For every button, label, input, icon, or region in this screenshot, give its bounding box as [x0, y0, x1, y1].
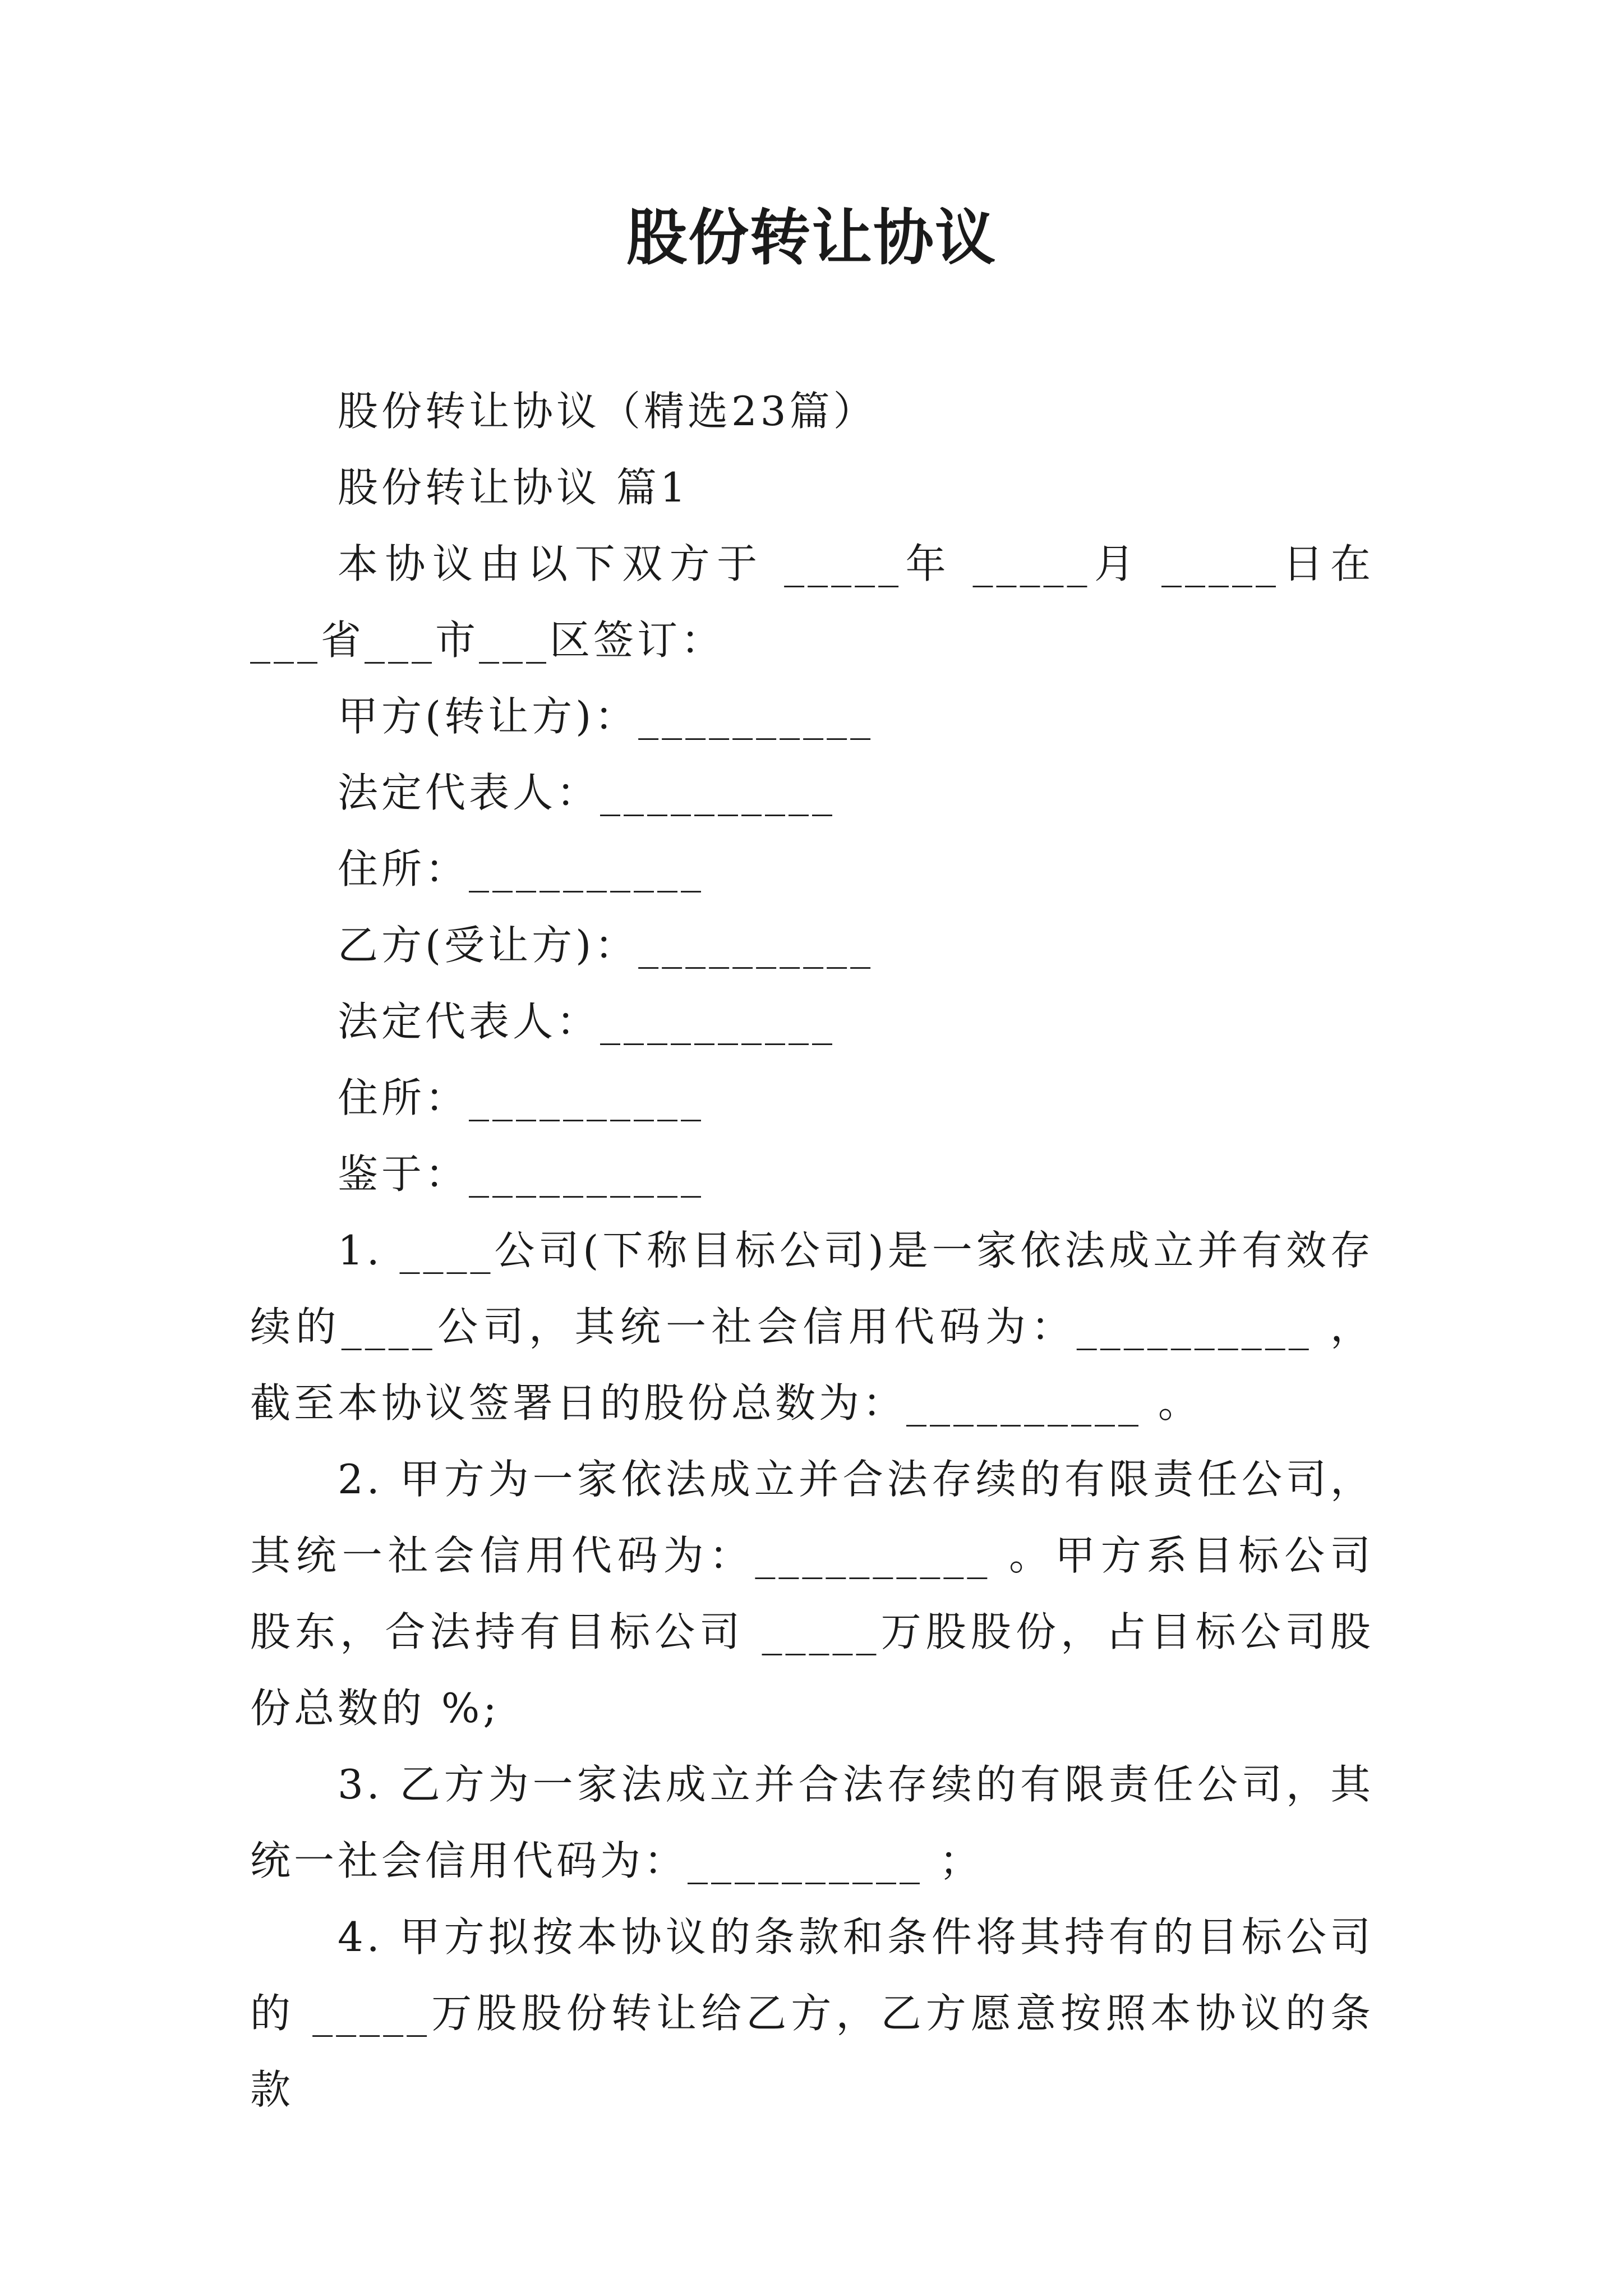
paragraph: 乙方(受让方)：__________ — [338, 922, 874, 969]
document-body — [250, 373, 1374, 2128]
paragraph: 3. 乙方为一家法成立并合法存续的有限责任公司，其统一社会信用代码为：__________ ； — [250, 1761, 1374, 1884]
paragraph: 法定代表人：__________ — [338, 769, 836, 816]
paragraph: 本协议由以下双方于 _____年 _____月 _____日在___省___市___区签订： — [250, 540, 1374, 664]
paragraph: 甲方(转让方)：__________ — [338, 693, 874, 740]
paragraph: 住所：__________ — [338, 845, 705, 892]
paragraph: 4. 甲方拟按本协议的条款和条件将其持有的目标公司的 _____万股股份转让给乙方，乙方愿意按照本协议的条款 — [250, 1913, 1374, 2113]
paragraph: 法定代表人：__________ — [338, 998, 836, 1045]
paragraph: 股份转让协议（精选23篇） — [338, 388, 877, 435]
paragraph: 1. ____公司(下称目标公司)是一家依法成立并有效存续的____公司，其统一社会信用代码为：__________ ，截至本协议签署日的股份总数为：__________ 。 — [250, 1227, 1374, 1427]
paragraph: 鉴于：__________ — [338, 1151, 705, 1198]
paragraph: 住所：__________ — [338, 1074, 705, 1121]
document-title: 股份转让协议 — [626, 203, 997, 273]
paragraph: 2. 甲方为一家依法成立并合法存续的有限责任公司，其统一社会信用代码为：__________ 。甲方系目标公司股东，合法持有目标公司 _____万股股份，占目标公司股份总数的 %; — [250, 1456, 1374, 1732]
paragraph: 股份转让协议 篇1 — [338, 464, 689, 511]
